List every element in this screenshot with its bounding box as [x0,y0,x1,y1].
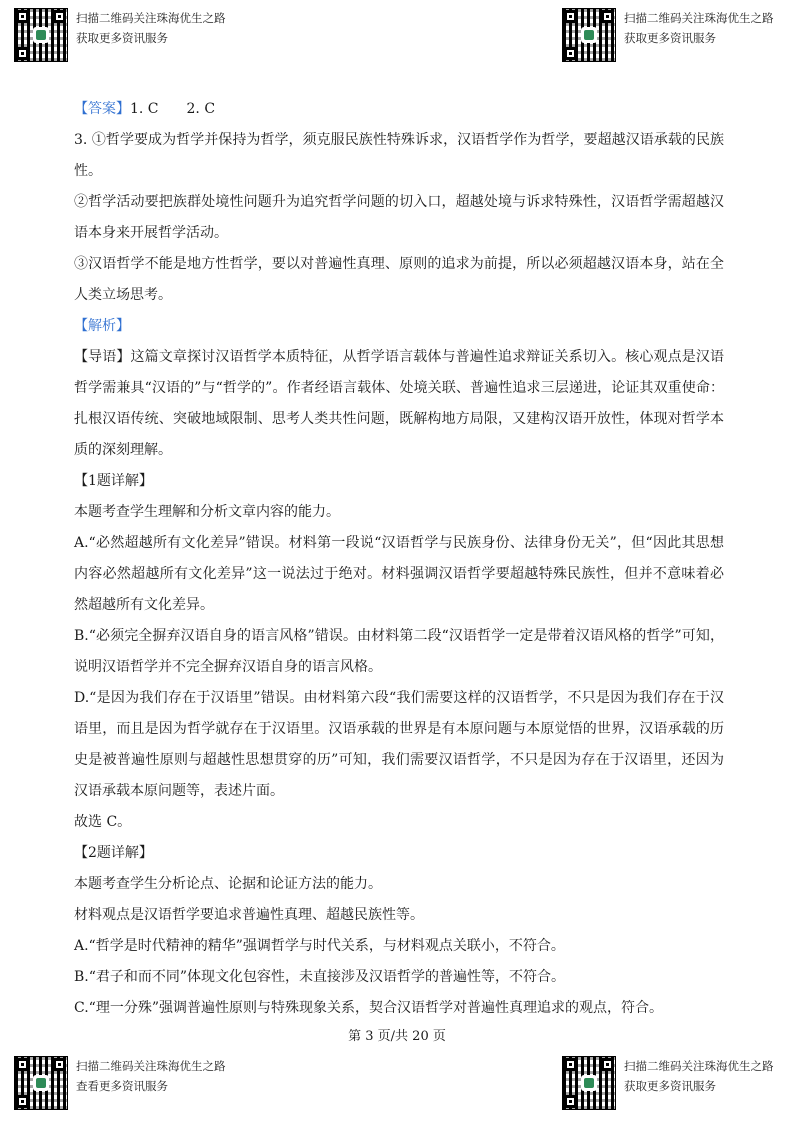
q2-option-c: C.“理一分殊”强调普遍性原则与特殊现象关系，契合汉语哲学对普遍性真理追求的观点，符合。 [74,1000,663,1016]
header-left-qr-block [14,8,226,62]
answer-line [74,94,724,125]
answer-tag: 【答案】 [74,101,130,117]
q1-conclusion: 故选 C。 [74,814,132,830]
q3-point-3: ③汉语哲学不能是地方性哲学，要以对普遍性真理、原则的追求为前提，所以必须超越汉语本身，站在全人类立场思考。 [74,256,724,303]
qr-caption-line1: 扫描二维码关注珠海优生之路 [76,11,226,25]
page-number: 第 3 页/共 20 页 [348,1029,446,1044]
qr-caption-line1: 扫描二维码关注珠海优生之路 [76,1059,226,1073]
footer-left-qr-block [14,1056,226,1110]
qr-caption-line1: 扫描二维码关注珠海优生之路 [624,1059,774,1073]
q2-intro: 本题考查学生分析论点、论据和论证方法的能力。 [74,876,382,892]
qr-code-icon [14,8,68,62]
qr-code-icon [14,1056,68,1110]
footer-right-qr-block [562,1056,774,1110]
q2-option-b: B.“君子和而不同”体现文化包容性，未直接涉及汉语哲学的普遍性等，不符合。 [74,969,566,985]
guide-paragraph: 【导语】这篇文章探讨汉语哲学本质特征，从哲学语言载体与普遍性追求辩证关系切入。核心观点是汉语哲学需兼具“汉语的”与“哲学的”。作者经语言载体、处境关联、普遍性追求三层递进，论证其双重使命：扎根汉语传统、突破地域限制、思考人类共性问题，既解构地方局限，又建构汉语开放性，体现对哲学本质的深刻理解。 [74,349,724,458]
analysis-tag: 【解析】 [74,318,130,334]
qr-caption-line2: 获取更多资讯服务 [76,31,168,45]
q1-option-a: A.“必然超越所有文化差异”错误。材料第一段说“汉语哲学与民族身份、法律身份无关”，但“因此其思想内容必然超越所有文化差异”这一说法过于绝对。材料强调汉语哲学要超越特殊民族性，但并不意味着必然超越所有文化差异。 [74,535,724,613]
document-body [74,94,724,1024]
header-right-qr-block [562,8,774,62]
qr-code-icon [562,8,616,62]
q1-heading: 【1题详解】 [74,473,153,489]
q1-option-d: D.“是因为我们存在于汉语里”错误。由材料第六段“我们需要这样的汉语哲学，不只是因为我们存在于汉语里，而且是因为哲学就存在于汉语里。汉语承载的世界是有本原问题与本原觉悟的世界，汉语承载的历史是被普遍性原则与超越性思想贯穿的历”可知，我们需要汉语哲学，不只是因为存在于汉语里，还因为汉语承载本原问题等，表述片面。 [74,690,724,799]
qr-code-icon [562,1056,616,1110]
q2-viewpoint: 材料观点是汉语哲学要追求普遍性真理、超越民族性等。 [74,907,424,923]
qr-caption-line1: 扫描二维码关注珠海优生之路 [624,11,774,25]
q1-option-b: B.“必须完全摒弃汉语自身的语言风格”错误。由材料第二段“汉语哲学一定是带着汉语风格的哲学”可知，说明汉语哲学并不完全摒弃汉语自身的语言风格。 [74,628,724,675]
q1-intro: 本题考查学生理解和分析文章内容的能力。 [74,504,340,520]
q2-heading: 【2题详解】 [74,845,153,861]
q3-point-1: 3. ①哲学要成为哲学并保持为哲学，须克服民族性特殊诉求，汉语哲学作为哲学，要超越汉语承载的民族性。 [74,132,724,179]
qr-caption-line2: 查看更多资讯服务 [76,1079,168,1093]
answer-text: 1. C 2. C [130,101,216,117]
qr-caption-line2: 获取更多资讯服务 [624,31,716,45]
q3-point-2: ②哲学活动要把族群处境性问题升为追究哲学问题的切入口，超越处境与诉求特殊性，汉语哲学需超越汉语本身来开展哲学活动。 [74,194,724,241]
q2-option-a: A.“哲学是时代精神的精华”强调哲学与时代关系，与材料观点关联小，不符合。 [74,938,565,954]
qr-caption-line2: 获取更多资讯服务 [624,1079,716,1093]
